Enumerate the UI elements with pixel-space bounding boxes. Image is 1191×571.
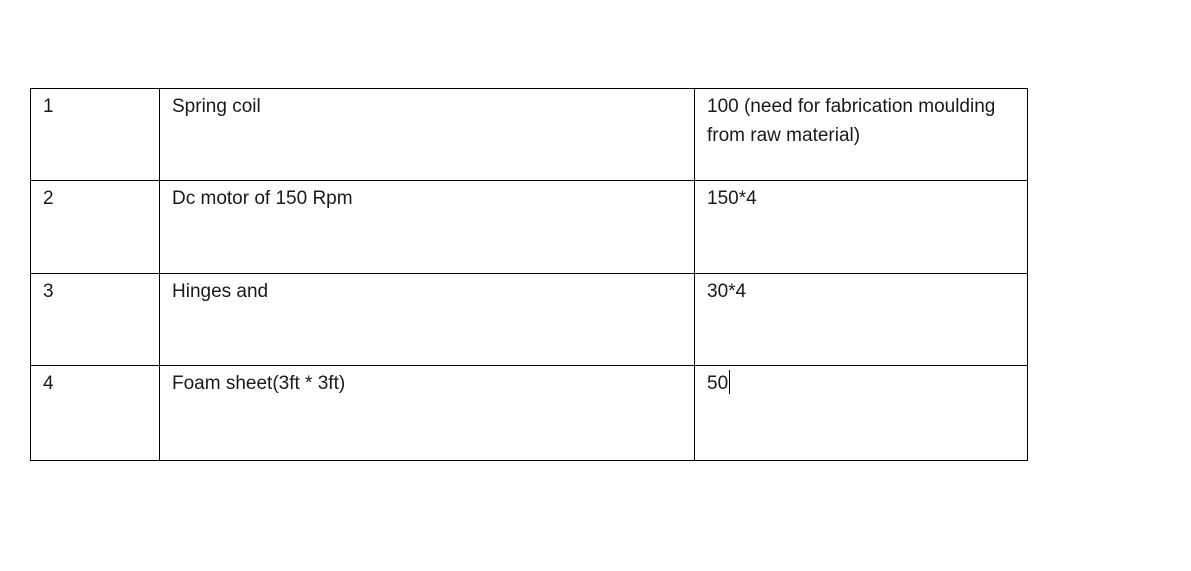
item-name: Hinges and (172, 281, 269, 302)
row-number: 1 (43, 96, 54, 117)
row-number-cell[interactable] (31, 181, 160, 274)
item-price: 150*4 (707, 188, 757, 209)
item-cell[interactable] (160, 181, 695, 274)
item-cell[interactable] (160, 89, 695, 181)
price-cell[interactable] (695, 274, 1028, 366)
row-number-cell[interactable] (31, 274, 160, 366)
items-table (30, 88, 1028, 461)
table-row (31, 274, 1028, 366)
price-cell[interactable] (695, 366, 1028, 461)
item-price: 50 (707, 373, 729, 394)
table-row (31, 89, 1028, 181)
table-row (31, 181, 1028, 274)
row-number: 3 (43, 281, 54, 302)
row-number-cell[interactable] (31, 366, 160, 461)
item-name: Spring coil (172, 96, 261, 117)
table-row (31, 366, 1028, 461)
row-number: 2 (43, 188, 54, 209)
price-cell[interactable] (695, 89, 1028, 181)
item-price: 30*4 (707, 281, 747, 302)
item-name: Dc motor of 150 Rpm (172, 188, 353, 209)
row-number: 4 (43, 373, 54, 394)
item-name: Foam sheet(3ft * 3ft) (172, 373, 346, 394)
item-cell[interactable] (160, 366, 695, 461)
item-price: 100 (need for fabrication moulding from raw material) (707, 96, 996, 146)
text-cursor (729, 370, 730, 394)
item-cell[interactable] (160, 274, 695, 366)
price-cell[interactable] (695, 181, 1028, 274)
row-number-cell[interactable] (31, 89, 160, 181)
